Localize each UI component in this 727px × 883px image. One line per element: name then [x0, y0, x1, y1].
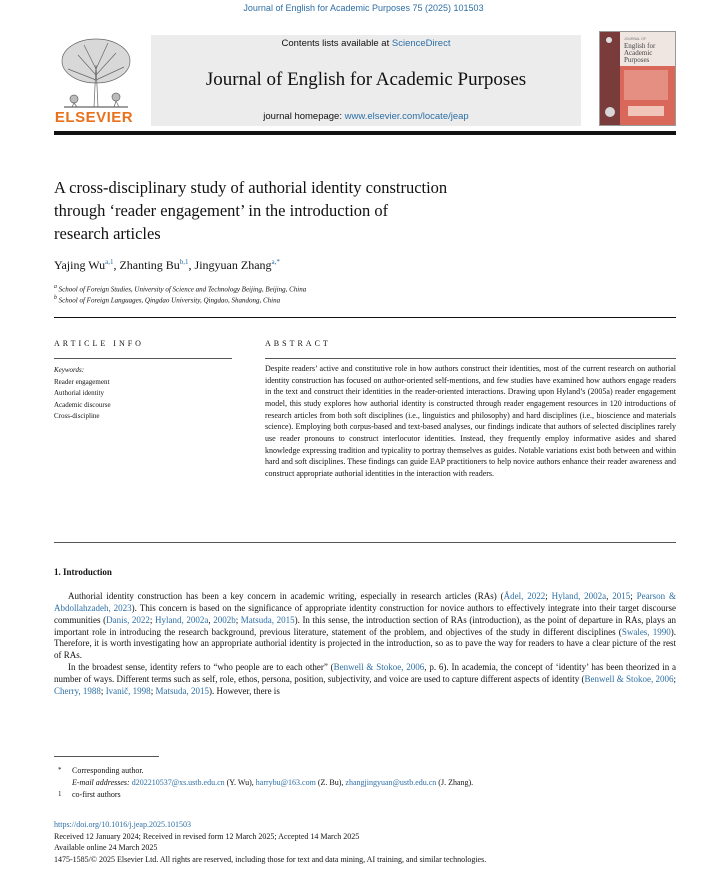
article-info-heading: ARTICLE INFO [54, 339, 144, 348]
article-title [54, 176, 574, 245]
author-name[interactable]: Yajing Wu [54, 258, 106, 272]
footnote-text: co-first authors [72, 790, 121, 799]
footnote-rule [54, 756, 159, 757]
divider [265, 358, 676, 359]
body-text: Authorial identity construction has been a key concern in academic writing, especially in research articles (RAs) ( [68, 591, 504, 601]
body-text: ). In this sense, the introduction section of RAs (introduction), as the point of departure in RAs, plays an important role in introducing the research background, previous literature, statement of the problem, and objectives of the study in different disciplines ( [54, 614, 677, 637]
footnote-emails [58, 777, 473, 789]
keyword: Authorial identity [54, 389, 104, 397]
citation-link[interactable]: 2015 [612, 591, 631, 601]
footnote-text: Corresponding author. [72, 766, 144, 775]
affiliation-text: School of Foreign Studies, University of Science and Technology Beijing, Beijing, China [58, 285, 307, 294]
footnote-mark: * [58, 766, 62, 774]
author-affil-mark[interactable]: a,* [271, 258, 280, 266]
footnote-mark: 1 [58, 790, 62, 798]
history-line: Received 12 January 2024; Received in revised form 12 March 2025; Accepted 14 March 2025 [54, 831, 360, 841]
citation-link[interactable]: Pearson & Abdollahzadeh, 2023 [54, 591, 676, 613]
citation-link[interactable]: Benwell & Stokoe, 2006 [333, 662, 425, 673]
sciencedirect-link[interactable]: ScienceDirect [391, 38, 451, 49]
body-text: ). This concern is based on the significance of appropriate identity construction for novice authors to effectively integrate into their target discourse communities ( [54, 602, 676, 625]
cover-line-1: JOURNAL OF [624, 37, 647, 41]
keywords-label: Keywords: [54, 366, 85, 374]
body-text: ; [150, 685, 156, 696]
author-separator: , [188, 258, 195, 272]
author-list [54, 258, 280, 273]
affiliation [54, 284, 306, 293]
body-text: , [208, 614, 214, 625]
email-link[interactable]: d202210537@xs.ustb.edu.cn [131, 778, 225, 787]
citation-link[interactable]: Swales, 1990 [621, 626, 671, 637]
abstract-heading: ABSTRACT [265, 339, 331, 348]
cover-line-2: English for [624, 42, 656, 50]
citation-link[interactable]: Ivanič, 1998 [105, 685, 151, 696]
email-owner: (Z. Bu), [315, 778, 346, 787]
abstract-text: Despite readers’ active and constitutive role in how authors construct their identities, most of the current research on authorial identity construction has focused on author-oriented self-mentions, and few studies have examined how authors engage readers in the text and construct their identities in the reader-oriented interactions. Drawing upon Hyland’s (2005a) reader engagement model, this study explores how authorial identity is constructed through reader engagement resources in 120 introductions of research articles from both soft disciplines (i.e., linguistics and philosophy) and hard disciplines (i.e., bioscience and materials science). Employing both corpus-based and text-based analyses, our findings indicate that authors of selected disciplines rarely use reader pronouns to construct interlocutor identities. Instead, they frequently employ informative asides and shared knowledge expressing tradition and typicality to portray themselves as guides. Notable variations exist both between and within hard and soft disciplines. These findings can guide EAP practitioners to help novice authors enhance their reader awareness and construct appropriate authorial identities in the interaction with readers. [265, 364, 676, 478]
body-text: ; [100, 685, 106, 696]
homepage-prefix: journal homepage: [263, 111, 345, 122]
article-history [54, 819, 486, 865]
introduction-body [54, 591, 676, 698]
journal-masthead [54, 35, 676, 131]
keyword: Cross-discipline [54, 412, 100, 420]
affiliation-mark: b [54, 295, 57, 301]
author-name[interactable]: Zhanting Bu [119, 258, 180, 272]
body-text: , [606, 591, 613, 601]
email-link[interactable]: harrybu@163.com [255, 778, 316, 787]
journal-citation[interactable]: Journal of English for Academic Purposes 75 (2025) 101503 [243, 3, 484, 13]
body-text: ; [545, 591, 552, 601]
publisher-name: ELSEVIER [54, 109, 134, 126]
footnote-cofirst [58, 789, 473, 801]
author-affil-mark[interactable]: a,1 [105, 258, 114, 266]
email-label: E-mail addresses: [72, 778, 130, 787]
body-text: In the broadest sense, identity refers to “who people are to each other” ( [68, 662, 334, 673]
author-affil-mark[interactable]: b,1 [179, 258, 189, 266]
citation-link[interactable]: Danis, 2022 [106, 614, 150, 625]
intro-paragraph [54, 591, 676, 662]
divider [54, 542, 676, 543]
affiliation-text: School of Foreign Languages, Qingdao University, Qingdao, Shandong, China [58, 296, 281, 305]
body-text: ; [149, 614, 156, 625]
keywords-block [54, 365, 111, 423]
journal-cover-image[interactable] [599, 31, 676, 126]
citation-link[interactable]: Ådel, 2022 [503, 591, 546, 601]
title-line-1: A cross-disciplinary study of authorial identity construction [54, 178, 448, 197]
citation-link[interactable]: Matsuda, 2015 [240, 614, 295, 625]
footnotes [58, 765, 473, 801]
footnote-corresponding [58, 765, 473, 777]
masthead-rule [54, 131, 676, 135]
author-separator: , [113, 258, 120, 272]
body-text: ; [235, 614, 241, 625]
doi-link[interactable]: https://doi.org/10.1016/j.jeap.2025.101503 [54, 820, 191, 829]
citation-link[interactable]: Matsuda, 2015 [155, 685, 209, 696]
keyword: Reader engagement [54, 377, 110, 386]
email-owner: (Y. Wu), [224, 778, 256, 787]
affiliation-mark: a [54, 284, 57, 290]
section-heading: 1. Introduction [54, 567, 112, 577]
citation-link[interactable]: 2002b [213, 614, 236, 625]
body-text: ). However, there is [208, 685, 280, 696]
masthead-banner [151, 35, 581, 126]
cover-line-4: Purposes [624, 56, 650, 64]
citation-link[interactable]: Cherry, 1988 [54, 685, 101, 696]
contents-prefix: Contents lists available at [281, 38, 392, 49]
journal-homepage-link[interactable]: www.elsevier.com/locate/jeap [344, 111, 469, 122]
online-line: Available online 24 March 2025 [54, 843, 158, 852]
body-text: ). Therefore, it is worth investigating how an appropriate authorial identity is projected in the introduction, so as to pave the way for readers to have a clear picture of the rest of RAs. [54, 626, 676, 661]
citation-link[interactable]: Hyland, 2002a [155, 614, 209, 625]
intro-paragraph [54, 662, 676, 698]
citation-link[interactable]: Benwell & Stokoe, 2006 [584, 673, 674, 684]
keyword: Academic discourse [54, 400, 111, 409]
copyright-line: 1475-1585/© 2025 Elsevier Ltd. All rights are reserved, including those for text and data mining, AI training, and similar technologies. [54, 854, 487, 864]
title-line-3: research articles [54, 224, 161, 243]
email-link[interactable]: zhangjingyuan@ustb.edu.cn [345, 778, 437, 787]
title-line-2: through ‘reader engagement’ in the introduction of [54, 201, 389, 220]
author-name[interactable]: Jingyuan Zhang [194, 258, 272, 272]
divider [54, 358, 232, 359]
cover-line-3: Academic [624, 49, 653, 57]
citation-link[interactable]: Hyland, 2002a [551, 591, 607, 601]
affiliation [54, 295, 280, 304]
homepage-line [151, 111, 581, 122]
journal-title: Journal of English for Academic Purposes [205, 69, 527, 90]
contents-line [151, 38, 581, 49]
email-owner: (J. Zhang). [436, 778, 474, 787]
divider [54, 317, 676, 318]
body-text: , p. 6). In academia, the concept of ‘identity’ has been theorized in a number of ways. Different terms such as self, role, ethos, persona, position, subjectivity, and voice are used to capture different aspects of identity ( [54, 662, 676, 684]
body-text: ; [630, 591, 637, 601]
body-text: ; [673, 673, 676, 684]
